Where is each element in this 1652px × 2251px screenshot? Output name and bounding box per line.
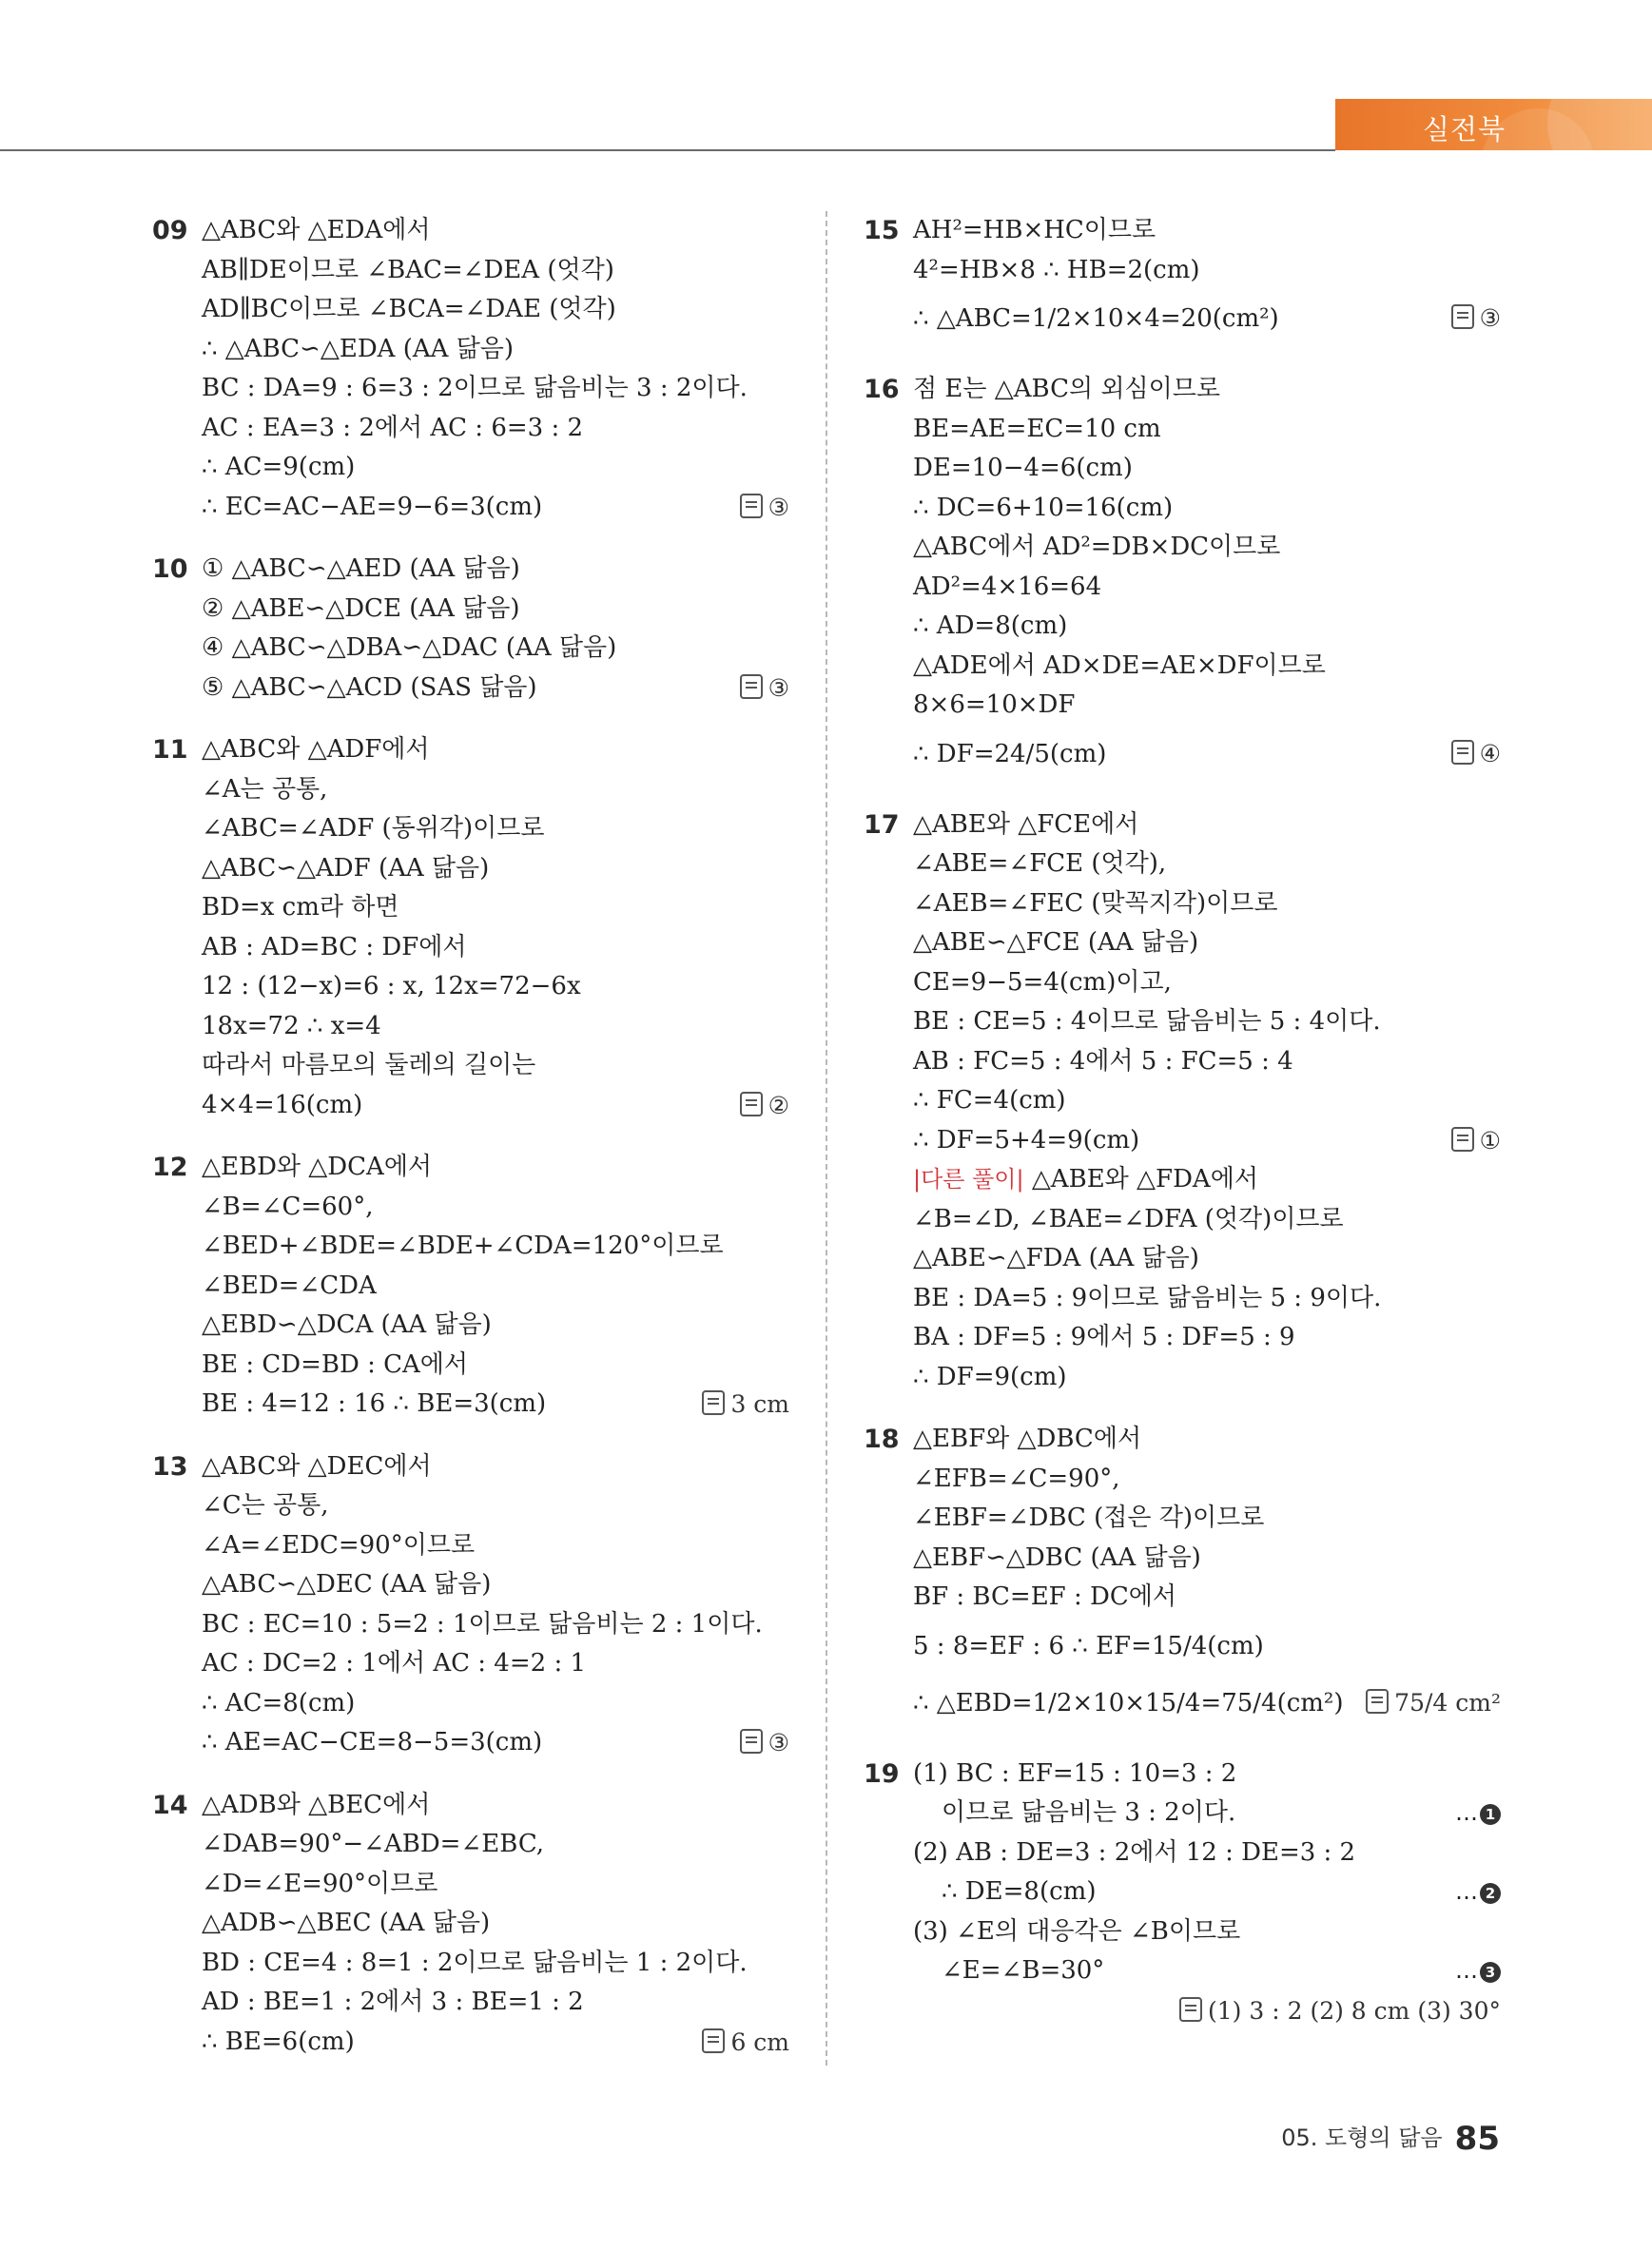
problem-number: 19	[864, 1758, 900, 1789]
solution-line: ∠ABC=∠ADF (동위각)이므로	[202, 814, 545, 843]
solution-line: △ABC와 △DEC에서	[202, 1451, 432, 1481]
answer-icon	[1451, 304, 1474, 329]
solution-line: AB : FC=5 : 4에서 5 : FC=5 : 4	[913, 1046, 1293, 1076]
step-ellipsis: …	[1455, 1799, 1478, 1826]
step-marker	[1455, 1794, 1501, 1834]
solution-line	[913, 1951, 1501, 1991]
problem-19	[864, 1755, 1501, 2031]
answer-icon	[740, 494, 763, 518]
solution-line: ∴ △ABC∽△EDA (AA 닮음)	[202, 334, 515, 363]
solution-line: ∠A는 공통,	[202, 774, 328, 804]
answer-icon	[740, 1092, 763, 1116]
answer-value: ④	[1479, 739, 1501, 767]
solution-line	[913, 1794, 1501, 1834]
answer-value: 6 cm	[730, 2028, 789, 2056]
answer	[702, 2023, 789, 2063]
solution-line: AB : AD=BC : DF에서	[202, 932, 467, 961]
solution-line: AD : BE=1 : 2에서 3 : BE=1 : 2	[202, 1988, 584, 2016]
problem-15	[864, 211, 1501, 347]
answer-icon	[740, 674, 763, 699]
answer	[1451, 290, 1501, 347]
solution-line: BD=x cm라 하면	[202, 893, 399, 922]
answer	[740, 488, 789, 528]
solution-line: 12 : (12−x)=6 : x, 12x=72−6x	[202, 972, 581, 1000]
solution-text: ∠E=∠B=30°	[942, 1956, 1105, 1985]
answer	[1366, 1675, 1501, 1732]
solution-line: 점 E는 △ABC의 외심이므로	[913, 375, 1220, 403]
step-ellipsis: …	[1455, 1878, 1478, 1905]
solution-text: ∴ AE=AC−CE=8−5=3(cm)	[202, 1728, 543, 1756]
solution-line: DE=10−4=6(cm)	[913, 454, 1133, 482]
answer	[1451, 1121, 1501, 1161]
solution-line: BF : BC=EF : DC에서	[913, 1582, 1176, 1611]
problem-18	[864, 1420, 1501, 1732]
answer-value: ③	[768, 493, 789, 521]
solution-line: △ABE와 △FCE에서	[913, 809, 1139, 839]
problem-number: 12	[152, 1153, 188, 1182]
solution-line: (3) ∠E의 대응각은 ∠B이므로	[913, 1916, 1241, 1946]
solution-line	[913, 1121, 1501, 1161]
solution-line	[913, 1991, 1501, 2031]
solution-line: ∴ DC=6+10=16(cm)	[913, 493, 1174, 522]
solution-line	[202, 1086, 789, 1126]
answer-value: 3 cm	[730, 1390, 789, 1418]
answer-icon	[740, 1729, 763, 1754]
problem-16	[864, 370, 1501, 783]
solution-line	[913, 290, 1501, 347]
problem-number: 14	[152, 1790, 188, 1820]
solution-line: △ABC와 △ADF에서	[202, 735, 430, 764]
solution-line	[202, 488, 789, 528]
solution-text: ⑤ △ABC∽△ACD (SAS 닮음)	[202, 672, 537, 702]
page-number: 85	[1454, 2120, 1500, 2158]
solution-line: ∴ FC=4(cm)	[913, 1086, 1066, 1115]
solution-line	[913, 1675, 1501, 1732]
step-marker	[1455, 1873, 1501, 1912]
problem-number: 10	[152, 554, 188, 584]
solution-line: ∠DAB=90°−∠ABD=∠EBC,	[202, 1830, 545, 1858]
solution-text: △ABE와 △FDA에서	[1031, 1165, 1258, 1193]
answer	[740, 1723, 789, 1763]
answer-icon	[702, 1390, 725, 1415]
solution-line: BC : DA=9 : 6=3 : 2이므로 닮음비는 3 : 2이다.	[202, 374, 748, 402]
solution-line: ∴ AC=9(cm)	[202, 453, 356, 481]
step-number: 3	[1480, 1962, 1501, 1983]
solution-line: △ADB와 △BEC에서	[202, 1790, 431, 1819]
solution-line: 4²=HB×8 ∴ HB=2(cm)	[913, 255, 1200, 284]
solution-line: ∠A=∠EDC=90°이므로	[202, 1530, 476, 1560]
problem-number: 11	[152, 735, 188, 765]
solution-line: ① △ABC∽△AED (AA 닮음)	[202, 554, 520, 583]
solution-line: ∠EFB=∠C=90°,	[913, 1464, 1120, 1493]
answer-value: ③	[768, 673, 789, 702]
answer-value: ①	[1479, 1126, 1501, 1155]
solution-line: 8×6=10×DF	[913, 690, 1076, 719]
solution-line: AH²=HB×HC이므로	[913, 216, 1156, 244]
solution-line: BD : CE=4 : 8=1 : 2이므로 닮음비는 1 : 2이다.	[202, 1948, 748, 1977]
solution-line	[913, 1160, 1501, 1200]
solution-line	[913, 1873, 1501, 1912]
solution-line: ∠D=∠E=90°이므로	[202, 1869, 438, 1898]
problem-number: 09	[152, 216, 188, 245]
solution-text: ∴ DF=24/5(cm)	[913, 739, 1107, 768]
solution-text: ∴ △EBD=1/2×10×15/4=75/4(cm²)	[913, 1688, 1344, 1717]
answer-value: ③	[768, 1729, 789, 1756]
column-divider	[826, 211, 827, 2066]
solution-line: ∠B=∠D, ∠BAE=∠DFA (엇각)이므로	[913, 1204, 1344, 1233]
solution-text: ∴ EC=AC−AE=9−6=3(cm)	[202, 492, 543, 521]
solution-text: ∴ DE=8(cm)	[942, 1877, 1097, 1906]
step-marker	[1455, 1951, 1501, 1991]
solution-line: BE : DA=5 : 9이므로 닮음비는 5 : 9이다.	[913, 1283, 1382, 1312]
header-rule	[0, 149, 1335, 151]
solution-text: ∴ DF=5+4=9(cm)	[913, 1125, 1140, 1155]
problem-number: 13	[152, 1451, 188, 1482]
solution-line	[202, 2023, 789, 2063]
alternate-solution-label: |다른 풀이|	[913, 1166, 1024, 1193]
solution-line: 18x=72 ∴ x=4	[202, 1011, 381, 1040]
answer	[1451, 726, 1501, 783]
solution-text: 이므로 닮음비는 3 : 2이다.	[942, 1798, 1236, 1827]
solution-line: △ABE∽△FDA (AA 닮음)	[913, 1244, 1199, 1272]
solution-line	[913, 726, 1501, 783]
solution-line	[202, 1723, 789, 1763]
solution-line: ∴ AC=8(cm)	[202, 1688, 356, 1717]
answer-value: (1) 3 : 2 (2) 8 cm (3) 30°	[1208, 1996, 1501, 2025]
solution-line: △ABC∽△DEC (AA 닮음)	[202, 1570, 492, 1599]
answer-value: ③	[1479, 304, 1501, 332]
solution-line: △ABC에서 AD²=DB×DC이므로	[913, 533, 1281, 561]
problem-number: 17	[864, 809, 900, 840]
step-number: 2	[1480, 1883, 1501, 1904]
left-column	[152, 211, 789, 2085]
solution-line: ∠B=∠C=60°,	[202, 1192, 374, 1221]
solution-line: △ABC와 △EDA에서	[202, 216, 431, 244]
solution-line	[202, 1385, 789, 1425]
problem-14	[152, 1786, 789, 2063]
solution-line: AC : DC=2 : 1에서 AC : 4=2 : 1	[202, 1649, 587, 1678]
answer-icon	[1451, 1127, 1474, 1152]
answer-icon	[702, 2028, 725, 2053]
solution-line: BE : CE=5 : 4이므로 닮음비는 5 : 4이다.	[913, 1007, 1381, 1036]
answer-icon	[1179, 1997, 1202, 2022]
solution-line: AB∥DE이므로 ∠BAC=∠DEA (엇각)	[202, 255, 614, 284]
answer	[740, 669, 789, 708]
answer	[740, 1086, 789, 1126]
solution-line: △ABC∽△ADF (AA 닮음)	[202, 853, 490, 883]
solution-line: AD²=4×16=64	[913, 572, 1102, 601]
solution-line: △EBD∽△DCA (AA 닮음)	[202, 1310, 492, 1339]
solution-line: AC : EA=3 : 2에서 AC : 6=3 : 2	[202, 413, 584, 442]
solution-line: BA : DF=5 : 9에서 5 : DF=5 : 9	[913, 1323, 1295, 1351]
problem-number: 18	[864, 1425, 900, 1454]
answer-icon	[1366, 1689, 1389, 1714]
solution-line: ④ △ABC∽△DBA∽△DAC (AA 닮음)	[202, 633, 617, 662]
solution-line: 5 : 8=EF : 6 ∴ EF=15/4(cm)	[913, 1631, 1264, 1660]
answer-icon	[1451, 740, 1474, 765]
solution-line: (1) BC : EF=15 : 10=3 : 2	[913, 1758, 1237, 1788]
solution-line: △ADB∽△BEC (AA 닮음)	[202, 1909, 491, 1937]
problem-number: 16	[864, 375, 900, 404]
solution-line: △ADE에서 AD×DE=AE×DF이므로	[913, 650, 1326, 680]
tab-label: 실전북	[1423, 113, 1506, 146]
solution-line: ∠BED+∠BDE=∠BDE+∠CDA=120°이므로	[202, 1232, 724, 1260]
page-footer	[1281, 2119, 1500, 2158]
problem-10	[152, 550, 789, 708]
right-column	[864, 211, 1501, 2053]
answer	[702, 1385, 789, 1425]
solution-line: △ABE∽△FCE (AA 닮음)	[913, 928, 1199, 957]
solution-line: 따라서 마름모의 둘레의 길이는	[202, 1051, 536, 1079]
answer-value: 75/4 cm²	[1394, 1688, 1501, 1717]
solution-line: AD∥BC이므로 ∠BCA=∠DAE (엇각)	[202, 295, 616, 323]
solution-line: ∠AEB=∠FEC (맞꼭지각)이므로	[913, 888, 1278, 918]
solution-line: △EBD와 △DCA에서	[202, 1153, 433, 1181]
problem-11	[152, 730, 789, 1125]
solution-line: △EBF∽△DBC (AA 닮음)	[913, 1543, 1201, 1572]
solution-line: CE=9−5=4(cm)이고,	[913, 967, 1172, 997]
solution-line	[202, 669, 789, 708]
solution-line: ∠EBF=∠DBC (접은 각)이므로	[913, 1504, 1265, 1532]
solution-line: BC : EC=10 : 5=2 : 1이므로 닮음비는 2 : 1이다.	[202, 1609, 763, 1639]
solution-line: (2) AB : DE=3 : 2에서 12 : DE=3 : 2	[913, 1837, 1356, 1867]
step-number: 1	[1480, 1804, 1501, 1825]
solution-line: ∠BED=∠CDA	[202, 1271, 377, 1300]
header-tab	[1335, 99, 1652, 150]
answer-value: ②	[768, 1091, 789, 1119]
solution-line: BE=AE=EC=10 cm	[913, 414, 1161, 443]
solution-line: ∠ABE=∠FCE (엇각),	[913, 849, 1167, 878]
problem-17	[864, 805, 1501, 1398]
problem-09	[152, 211, 789, 527]
solution-line: ∴ AD=8(cm)	[913, 611, 1068, 640]
answer	[1179, 1991, 1501, 2031]
problem-number: 15	[864, 216, 900, 245]
solution-line: BE : CD=BD : CA에서	[202, 1349, 469, 1379]
solution-line: ② △ABE∽△DCE (AA 닮음)	[202, 593, 520, 623]
step-ellipsis: …	[1455, 1957, 1478, 1984]
problem-12	[152, 1148, 789, 1425]
solution-text: 4×4=16(cm)	[202, 1090, 363, 1119]
solution-line: △EBF와 △DBC에서	[913, 1425, 1142, 1453]
solution-text: BE : 4=12 : 16 ∴ BE=3(cm)	[202, 1389, 547, 1418]
problem-13	[152, 1447, 789, 1763]
solution-text: ∴ △ABC=1/2×10×4=20(cm²)	[913, 304, 1279, 333]
chapter-title: 05. 도형의 닮음	[1281, 2125, 1443, 2151]
solution-line: ∠C는 공통,	[202, 1491, 329, 1520]
solution-text: ∴ BE=6(cm)	[202, 2027, 355, 2056]
solution-line: ∴ DF=9(cm)	[913, 1362, 1067, 1391]
